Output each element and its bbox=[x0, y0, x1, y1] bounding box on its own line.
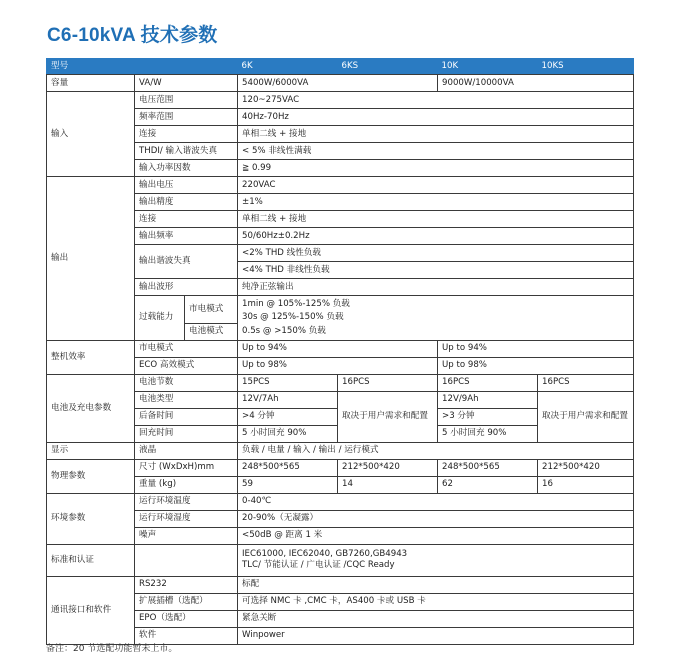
input-pf-value: ≧ 0.99 bbox=[238, 160, 634, 177]
comm-epo-value: 紧急关断 bbox=[238, 610, 634, 627]
output-row bbox=[47, 279, 634, 296]
header-10k: 10K bbox=[438, 59, 538, 75]
battery-recharge-label: 回充时间 bbox=[135, 425, 238, 442]
input-row bbox=[47, 126, 634, 143]
output-row bbox=[47, 245, 634, 262]
physical-weight-10k: 62 bbox=[438, 476, 538, 493]
battery-row bbox=[47, 391, 634, 408]
output-row bbox=[47, 296, 634, 313]
comm-rs232-value: 标配 bbox=[238, 576, 634, 593]
display-row bbox=[47, 442, 634, 459]
input-connection-value: 单相二线 + 接地 bbox=[238, 126, 634, 143]
physical-weight-10ks: 16 bbox=[538, 476, 634, 493]
page-title: C6-10kVA 技术参数 bbox=[47, 25, 218, 46]
output-thd-nonlinear: <4% THD 非线性负载 bbox=[238, 262, 634, 279]
capacity-row bbox=[47, 75, 634, 92]
battery-backup-6k: >4 分钟 bbox=[238, 408, 338, 425]
overload-line-1: 1min @ 105%-125% 负载 bbox=[238, 296, 634, 313]
battery-config-10ks: 取决于用户需求和配置 bbox=[538, 391, 634, 442]
standards-value bbox=[238, 544, 634, 576]
battery-count-6ks: 16PCS bbox=[338, 374, 438, 391]
output-voltage-label: 输出电压 bbox=[135, 177, 238, 194]
input-label: 输入 bbox=[47, 92, 135, 177]
standards-line-2: TLC/ 节能认证 / 广电认证 /CQC Ready bbox=[242, 560, 395, 570]
physical-size-label: 尺寸 (WxDxH)mm bbox=[135, 459, 238, 476]
input-row bbox=[47, 109, 634, 126]
comm-slot-value: 可选择 NMC 卡 ,CMC 卡，AS400 卡或 USB 卡 bbox=[238, 593, 634, 610]
footnote: 备注：20 节选配功能暂未上市。 bbox=[46, 644, 178, 654]
capacity-10k: 9000W/10000VA bbox=[438, 75, 634, 92]
comm-slot-label: 扩展插槽（选配） bbox=[135, 593, 238, 610]
output-precision-label: 输出精度 bbox=[135, 194, 238, 211]
display-label: 显示 bbox=[47, 442, 135, 459]
environment-humidity-label: 运行环境湿度 bbox=[135, 510, 238, 527]
spec-table bbox=[46, 58, 634, 645]
standards-row bbox=[47, 544, 634, 576]
output-thd-linear: <2% THD 线性负载 bbox=[238, 245, 634, 262]
output-row bbox=[47, 228, 634, 245]
output-frequency-label: 输出频率 bbox=[135, 228, 238, 245]
output-label: 输出 bbox=[47, 177, 135, 341]
battery-type-10k: 12V/9Ah bbox=[438, 391, 538, 408]
input-row bbox=[47, 92, 634, 109]
comm-row bbox=[47, 576, 634, 593]
display-value: 负载 / 电量 / 输入 / 输出 / 运行模式 bbox=[238, 442, 634, 459]
input-row bbox=[47, 143, 634, 160]
output-connection-value: 单相二线 + 接地 bbox=[238, 211, 634, 228]
input-connection-label: 连接 bbox=[135, 126, 238, 143]
input-pf-label: 输入功率因数 bbox=[135, 160, 238, 177]
battery-config-6ks: 取决于用户需求和配置 bbox=[338, 391, 438, 442]
environment-label: 环境参数 bbox=[47, 493, 135, 544]
battery-count-10ks: 16PCS bbox=[538, 374, 634, 391]
environment-humidity-value: 20-90%（无凝露） bbox=[238, 510, 634, 527]
environment-temp-label: 运行环境温度 bbox=[135, 493, 238, 510]
standards-label: 标准和认证 bbox=[47, 544, 135, 576]
efficiency-eco-label: ECO 高效模式 bbox=[135, 357, 238, 374]
display-sub: 液晶 bbox=[135, 442, 238, 459]
input-row bbox=[47, 160, 634, 177]
efficiency-label: 整机效率 bbox=[47, 340, 135, 374]
input-freq-value: 40Hz-70Hz bbox=[238, 109, 634, 126]
battery-count-10k: 16PCS bbox=[438, 374, 538, 391]
standards-empty bbox=[135, 544, 238, 576]
output-voltage-value: 220VAC bbox=[238, 177, 634, 194]
comm-epo-label: EPO（选配） bbox=[135, 610, 238, 627]
output-connection-label: 连接 bbox=[135, 211, 238, 228]
battery-type-label: 电池类型 bbox=[135, 391, 238, 408]
physical-size-10ks: 212*500*420 bbox=[538, 459, 634, 476]
battery-count-6k: 15PCS bbox=[238, 374, 338, 391]
input-voltage-label: 电压范围 bbox=[135, 92, 238, 109]
efficiency-mains-10k: Up to 94% bbox=[438, 340, 634, 357]
comm-row bbox=[47, 610, 634, 627]
environment-row bbox=[47, 510, 634, 527]
header-10ks: 10KS bbox=[538, 59, 634, 75]
physical-row bbox=[47, 476, 634, 493]
input-voltage-value: 120~275VAC bbox=[238, 92, 634, 109]
battery-backup-10k: >3 分钟 bbox=[438, 408, 538, 425]
physical-row bbox=[47, 459, 634, 476]
overload-line-2: 30s @ 125%-150% 负载 bbox=[238, 312, 634, 323]
battery-recharge-10k: 5 小时回充 90% bbox=[438, 425, 538, 442]
efficiency-mains-6k: Up to 94% bbox=[238, 340, 438, 357]
comm-rs232-label: RS232 bbox=[135, 576, 238, 593]
battery-backup-label: 后备时间 bbox=[135, 408, 238, 425]
output-precision-value: ±1% bbox=[238, 194, 634, 211]
physical-weight-6ks: 14 bbox=[338, 476, 438, 493]
efficiency-mains-label: 市电模式 bbox=[135, 340, 238, 357]
physical-size-6ks: 212*500*420 bbox=[338, 459, 438, 476]
efficiency-row bbox=[47, 357, 634, 374]
output-thd-label: 输出谐波失真 bbox=[135, 245, 238, 279]
battery-label: 电池及充电参数 bbox=[47, 374, 135, 442]
overload-label: 过载能力 bbox=[135, 296, 185, 341]
physical-weight-6k: 59 bbox=[238, 476, 338, 493]
input-thdi-value: < 5% 非线性满载 bbox=[238, 143, 634, 160]
physical-label: 物理参数 bbox=[47, 459, 135, 493]
physical-size-10k: 248*500*565 bbox=[438, 459, 538, 476]
environment-noise-value: <50dB @ 距离 1 米 bbox=[238, 527, 634, 544]
comm-software-label: 软件 bbox=[135, 627, 238, 644]
capacity-6k: 5400W/6000VA bbox=[238, 75, 438, 92]
header-row bbox=[47, 59, 634, 75]
overload-mains-mode: 市电模式 bbox=[185, 296, 238, 324]
environment-temp-value: 0-40℃ bbox=[238, 493, 634, 510]
header-6k: 6K bbox=[238, 59, 338, 75]
battery-type-6k: 12V/7Ah bbox=[238, 391, 338, 408]
efficiency-eco-6k: Up to 98% bbox=[238, 357, 438, 374]
input-thdi-label: THDI/ 输入谐波失真 bbox=[135, 143, 238, 160]
comm-label: 通讯接口和软件 bbox=[47, 576, 135, 644]
header-model: 型号 bbox=[47, 59, 238, 75]
output-frequency-value: 50/60Hz±0.2Hz bbox=[238, 228, 634, 245]
environment-row bbox=[47, 527, 634, 544]
environment-row bbox=[47, 493, 634, 510]
output-row bbox=[47, 211, 634, 228]
capacity-label: 容量 bbox=[47, 75, 135, 92]
overload-line-3: 0.5s @ >150% 负载 bbox=[238, 323, 634, 340]
input-freq-label: 频率范围 bbox=[135, 109, 238, 126]
standards-line-1: IEC61000, IEC62040, GB7260,GB4943 bbox=[242, 549, 408, 559]
efficiency-row bbox=[47, 340, 634, 357]
battery-count-label: 电池节数 bbox=[135, 374, 238, 391]
capacity-unit: VA/W bbox=[135, 75, 238, 92]
physical-weight-label: 重量 (kg) bbox=[135, 476, 238, 493]
comm-row bbox=[47, 593, 634, 610]
environment-noise-label: 噪声 bbox=[135, 527, 238, 544]
output-row bbox=[47, 194, 634, 211]
output-waveform-label: 输出波形 bbox=[135, 279, 238, 296]
battery-recharge-6k: 5 小时回充 90% bbox=[238, 425, 338, 442]
output-row bbox=[47, 177, 634, 194]
physical-size-6k: 248*500*565 bbox=[238, 459, 338, 476]
output-waveform-value: 纯净正弦输出 bbox=[238, 279, 634, 296]
comm-software-value: Winpower bbox=[238, 627, 634, 644]
overload-battery-mode: 电池模式 bbox=[185, 323, 238, 340]
battery-row bbox=[47, 374, 634, 391]
header-6ks: 6KS bbox=[338, 59, 438, 75]
efficiency-eco-10k: Up to 98% bbox=[438, 357, 634, 374]
